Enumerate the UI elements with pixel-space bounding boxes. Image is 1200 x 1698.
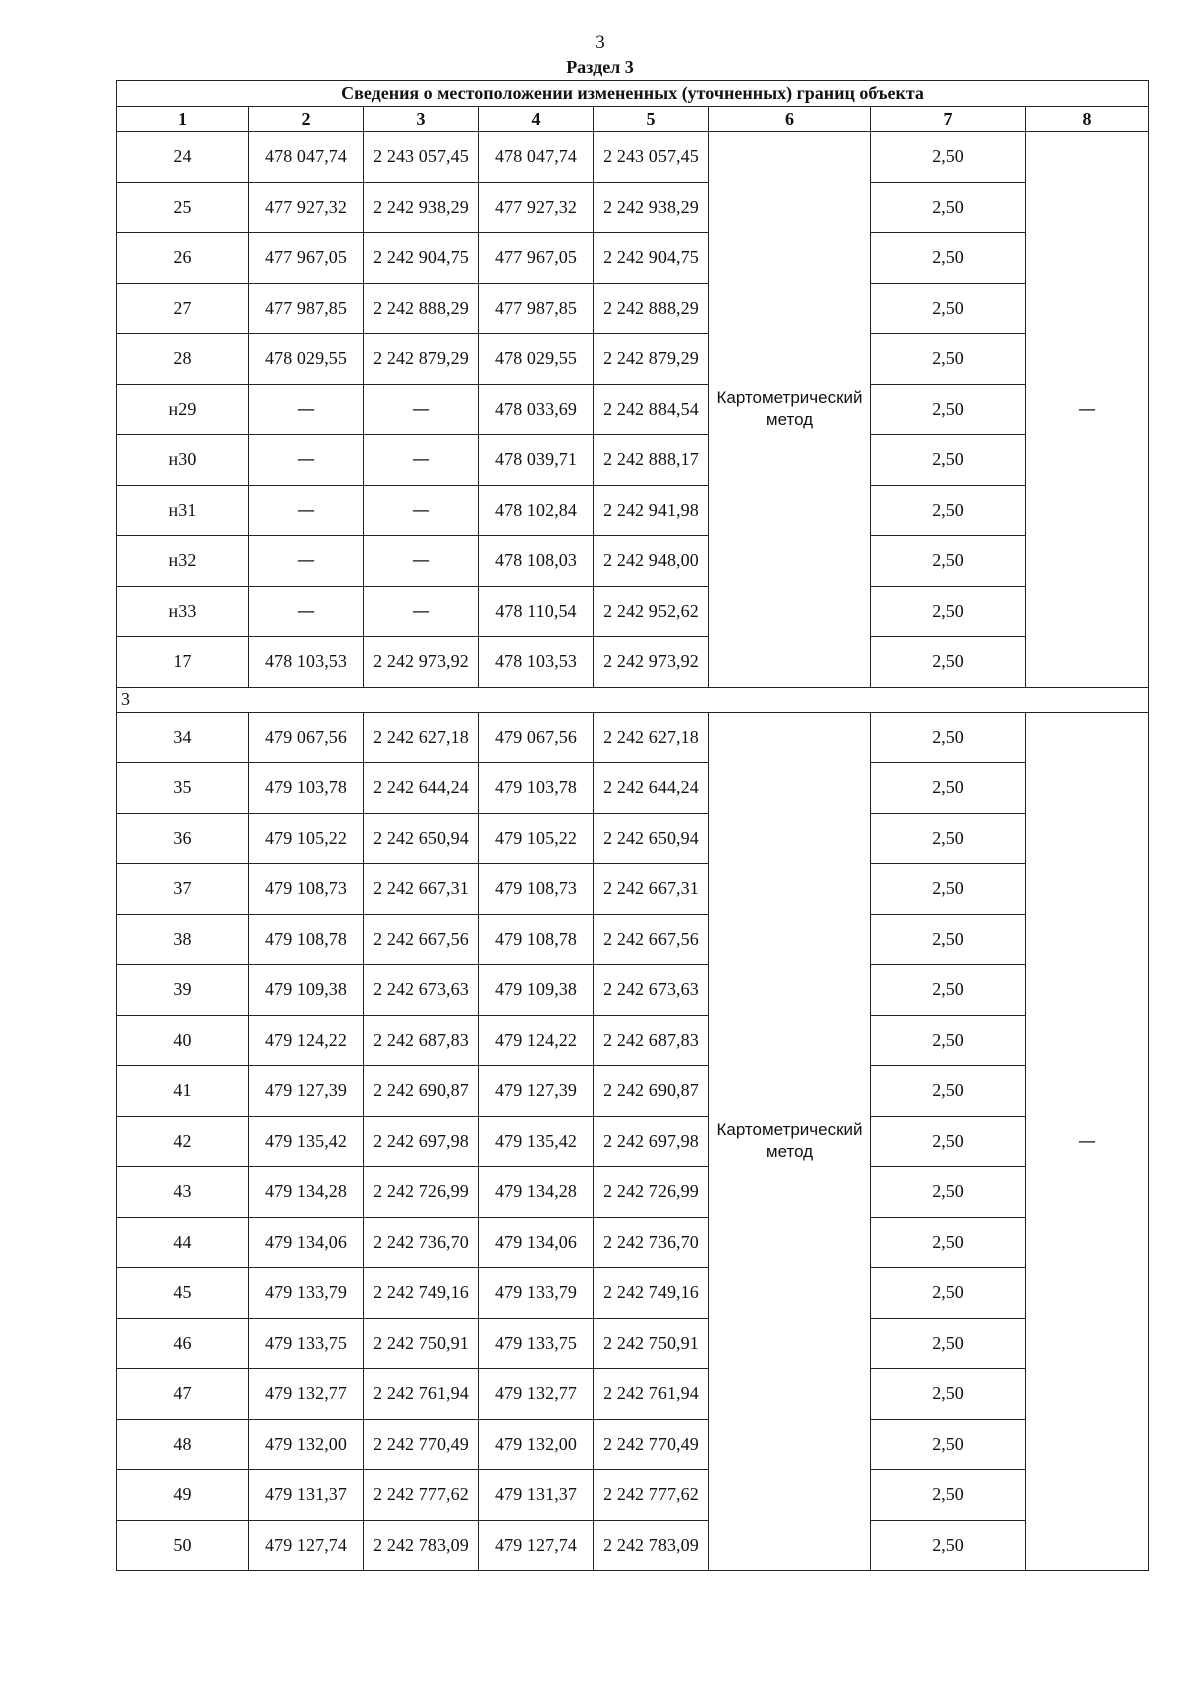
column-number-row [117,107,1149,132]
accuracy-cell: 2,50 [871,965,1026,1016]
accuracy-cell: 2,50 [871,283,1026,334]
existing-x-cell: 479 132,00 [249,1419,364,1470]
accuracy-cell: 2,50 [871,485,1026,536]
existing-y-cell: 2 242 667,31 [364,864,479,915]
table-row [117,1167,1149,1218]
new-x-cell: 479 067,56 [479,712,594,763]
table-title: Сведения о местоположении измененных (уточненных) границ объекта [117,81,1149,107]
accuracy-cell: 2,50 [871,864,1026,915]
accuracy-cell: 2,50 [871,1015,1026,1066]
table-row [117,1268,1149,1319]
existing-y-cell: 2 242 777,62 [364,1470,479,1521]
section-title: Раздел 3 [566,57,634,77]
existing-y-cell: 2 242 750,91 [364,1318,479,1369]
new-y-cell: 2 242 749,16 [594,1268,709,1319]
new-x-cell: 477 927,32 [479,182,594,233]
existing-x-cell: 478 103,53 [249,637,364,688]
point-number-cell: 26 [117,233,249,284]
table-row [117,965,1149,1016]
new-x-cell: 479 132,00 [479,1419,594,1470]
existing-x-cell: 479 103,78 [249,763,364,814]
table-row [117,485,1149,536]
existing-x-cell: 479 105,22 [249,813,364,864]
existing-y-cell: 2 242 690,87 [364,1066,479,1117]
new-x-cell: 479 108,78 [479,914,594,965]
new-x-cell: 479 132,77 [479,1369,594,1420]
table-row [117,384,1149,435]
new-y-cell: 2 243 057,45 [594,132,709,183]
accuracy-cell: 2,50 [871,1116,1026,1167]
table-row [117,233,1149,284]
existing-y-cell: 2 242 644,24 [364,763,479,814]
accuracy-cell: 2,50 [871,132,1026,183]
existing-x-cell: 479 108,78 [249,914,364,965]
table-row [117,283,1149,334]
table-row [117,637,1149,688]
accuracy-cell: 2,50 [871,1318,1026,1369]
column-number: 3 [364,107,479,132]
new-x-cell: 479 105,22 [479,813,594,864]
new-y-cell: 2 242 888,29 [594,283,709,334]
table-row [117,435,1149,486]
table-row [117,1520,1149,1571]
existing-x-cell: 477 967,05 [249,233,364,284]
point-number-cell: 45 [117,1268,249,1319]
existing-x-cell: 477 927,32 [249,182,364,233]
point-number-cell: 50 [117,1520,249,1571]
new-x-cell: 479 131,37 [479,1470,594,1521]
new-y-cell: 2 242 888,17 [594,435,709,486]
existing-y-cell: 2 242 726,99 [364,1167,479,1218]
existing-x-cell: 479 133,79 [249,1268,364,1319]
existing-y-cell: — [364,485,479,536]
contour-number: 3 [117,687,1149,712]
point-number-cell: 44 [117,1217,249,1268]
existing-x-cell: 479 127,39 [249,1066,364,1117]
accuracy-cell: 2,50 [871,536,1026,587]
table-row [117,1369,1149,1420]
point-number-cell: 34 [117,712,249,763]
new-y-cell: 2 242 687,83 [594,1015,709,1066]
existing-x-cell: 479 132,77 [249,1369,364,1420]
new-y-cell: 2 242 948,00 [594,536,709,587]
existing-y-cell: 2 242 761,94 [364,1369,479,1420]
new-x-cell: 479 108,73 [479,864,594,915]
accuracy-cell: 2,50 [871,182,1026,233]
existing-x-cell: — [249,485,364,536]
new-x-cell: 479 133,79 [479,1268,594,1319]
accuracy-cell: 2,50 [871,1217,1026,1268]
point-number-cell: 41 [117,1066,249,1117]
table-row [117,586,1149,637]
existing-y-cell: 2 242 888,29 [364,283,479,334]
column-number: 5 [594,107,709,132]
point-number-cell: 42 [117,1116,249,1167]
new-x-cell: 478 039,71 [479,435,594,486]
new-x-cell: 477 987,85 [479,283,594,334]
accuracy-cell: 2,50 [871,586,1026,637]
existing-x-cell: — [249,586,364,637]
new-y-cell: 2 242 750,91 [594,1318,709,1369]
new-y-cell: 2 242 777,62 [594,1470,709,1521]
existing-y-cell: 2 242 749,16 [364,1268,479,1319]
existing-x-cell: 478 047,74 [249,132,364,183]
point-number-cell: 49 [117,1470,249,1521]
existing-y-cell: 2 242 673,63 [364,965,479,1016]
new-y-cell: 2 242 726,99 [594,1167,709,1218]
existing-x-cell: 479 067,56 [249,712,364,763]
existing-x-cell: 479 134,06 [249,1217,364,1268]
existing-x-cell: 479 133,75 [249,1318,364,1369]
existing-y-cell: 2 242 973,92 [364,637,479,688]
new-y-cell: 2 242 690,87 [594,1066,709,1117]
existing-y-cell: 2 242 783,09 [364,1520,479,1571]
new-x-cell: 479 127,74 [479,1520,594,1571]
point-number-cell: н29 [117,384,249,435]
new-y-cell: 2 242 770,49 [594,1419,709,1470]
existing-y-cell: — [364,536,479,587]
point-number-cell: 37 [117,864,249,915]
table-row [117,536,1149,587]
point-number-cell: 46 [117,1318,249,1369]
accuracy-cell: 2,50 [871,435,1026,486]
existing-x-cell: 477 987,85 [249,283,364,334]
accuracy-cell: 2,50 [871,1470,1026,1521]
existing-y-cell: — [364,384,479,435]
new-y-cell: 2 242 697,98 [594,1116,709,1167]
existing-y-cell: — [364,435,479,486]
existing-x-cell: 479 124,22 [249,1015,364,1066]
existing-y-cell: 2 242 938,29 [364,182,479,233]
point-number-cell: н31 [117,485,249,536]
description-cell: — [1026,712,1149,1571]
accuracy-cell: 2,50 [871,813,1026,864]
table-row [117,182,1149,233]
point-number-cell: 36 [117,813,249,864]
new-x-cell: 479 103,78 [479,763,594,814]
new-y-cell: 2 242 938,29 [594,182,709,233]
point-number-cell: 27 [117,283,249,334]
new-x-cell: 478 029,55 [479,334,594,385]
new-y-cell: 2 242 941,98 [594,485,709,536]
existing-y-cell: 2 242 650,94 [364,813,479,864]
point-number-cell: 43 [117,1167,249,1218]
new-y-cell: 2 242 650,94 [594,813,709,864]
point-number-cell: 35 [117,763,249,814]
accuracy-cell: 2,50 [871,1066,1026,1117]
point-number-cell: 48 [117,1419,249,1470]
accuracy-cell: 2,50 [871,233,1026,284]
new-y-cell: 2 242 904,75 [594,233,709,284]
table-row [117,1217,1149,1268]
new-y-cell: 2 242 644,24 [594,763,709,814]
new-x-cell: 478 102,84 [479,485,594,536]
new-x-cell: 478 033,69 [479,384,594,435]
existing-y-cell: 2 243 057,45 [364,132,479,183]
new-x-cell: 479 109,38 [479,965,594,1016]
column-number: 4 [479,107,594,132]
point-number-cell: 25 [117,182,249,233]
existing-x-cell: 479 131,37 [249,1470,364,1521]
existing-y-cell: 2 242 697,98 [364,1116,479,1167]
new-y-cell: 2 242 879,29 [594,334,709,385]
accuracy-cell: 2,50 [871,334,1026,385]
column-number: 8 [1026,107,1149,132]
table-row [117,914,1149,965]
new-y-cell: 2 242 952,62 [594,586,709,637]
existing-y-cell: — [364,586,479,637]
method-cell: Картометрический метод [709,132,871,688]
point-number-cell: 17 [117,637,249,688]
new-x-cell: 478 047,74 [479,132,594,183]
new-x-cell: 479 135,42 [479,1116,594,1167]
existing-x-cell: 478 029,55 [249,334,364,385]
point-number-cell: н30 [117,435,249,486]
accuracy-cell: 2,50 [871,1520,1026,1571]
point-number-cell: 47 [117,1369,249,1420]
new-y-cell: 2 242 884,54 [594,384,709,435]
existing-x-cell: 479 134,28 [249,1167,364,1218]
boundary-coordinates-table [116,80,1149,1571]
existing-y-cell: 2 242 627,18 [364,712,479,763]
new-y-cell: 2 242 736,70 [594,1217,709,1268]
existing-x-cell: — [249,384,364,435]
table-row [117,1470,1149,1521]
column-number: 6 [709,107,871,132]
table-row [117,712,1149,763]
point-number-cell: 38 [117,914,249,965]
accuracy-cell: 2,50 [871,384,1026,435]
existing-x-cell: 479 109,38 [249,965,364,1016]
existing-y-cell: 2 242 904,75 [364,233,479,284]
accuracy-cell: 2,50 [871,1419,1026,1470]
new-x-cell: 479 124,22 [479,1015,594,1066]
new-y-cell: 2 242 667,56 [594,914,709,965]
table-row [117,813,1149,864]
new-x-cell: 477 967,05 [479,233,594,284]
point-number-cell: 40 [117,1015,249,1066]
column-number: 1 [117,107,249,132]
accuracy-cell: 2,50 [871,637,1026,688]
table-row [117,864,1149,915]
existing-y-cell: 2 242 687,83 [364,1015,479,1066]
table-row [117,1066,1149,1117]
accuracy-cell: 2,50 [871,1369,1026,1420]
point-number-cell: 39 [117,965,249,1016]
existing-y-cell: 2 242 879,29 [364,334,479,385]
page-number: 3 [595,32,605,53]
table-row [117,1419,1149,1470]
point-number-cell: 28 [117,334,249,385]
new-y-cell: 2 242 761,94 [594,1369,709,1420]
new-y-cell: 2 242 627,18 [594,712,709,763]
table-row [117,1318,1149,1369]
new-y-cell: 2 242 667,31 [594,864,709,915]
existing-y-cell: 2 242 736,70 [364,1217,479,1268]
existing-x-cell: 479 108,73 [249,864,364,915]
new-x-cell: 479 133,75 [479,1318,594,1369]
new-x-cell: 478 110,54 [479,586,594,637]
accuracy-cell: 2,50 [871,712,1026,763]
existing-x-cell: 479 135,42 [249,1116,364,1167]
description-cell: — [1026,132,1149,688]
existing-y-cell: 2 242 667,56 [364,914,479,965]
new-x-cell: 479 134,06 [479,1217,594,1268]
existing-x-cell: 479 127,74 [249,1520,364,1571]
existing-y-cell: 2 242 770,49 [364,1419,479,1470]
table-row [117,132,1149,183]
new-x-cell: 479 127,39 [479,1066,594,1117]
method-cell: Картометрический метод [709,712,871,1571]
existing-x-cell: — [249,536,364,587]
point-number-cell: н32 [117,536,249,587]
new-y-cell: 2 242 973,92 [594,637,709,688]
accuracy-cell: 2,50 [871,1268,1026,1319]
accuracy-cell: 2,50 [871,1167,1026,1218]
point-number-cell: 24 [117,132,249,183]
new-x-cell: 478 103,53 [479,637,594,688]
accuracy-cell: 2,50 [871,914,1026,965]
column-number: 2 [249,107,364,132]
table-row [117,763,1149,814]
contour-group-row [117,687,1149,712]
column-number: 7 [871,107,1026,132]
table-row [117,334,1149,385]
existing-x-cell: — [249,435,364,486]
new-x-cell: 478 108,03 [479,536,594,587]
table-title-row [117,81,1149,107]
new-y-cell: 2 242 673,63 [594,965,709,1016]
new-x-cell: 479 134,28 [479,1167,594,1218]
new-y-cell: 2 242 783,09 [594,1520,709,1571]
accuracy-cell: 2,50 [871,763,1026,814]
point-number-cell: н33 [117,586,249,637]
table-row [117,1015,1149,1066]
table-row [117,1116,1149,1167]
